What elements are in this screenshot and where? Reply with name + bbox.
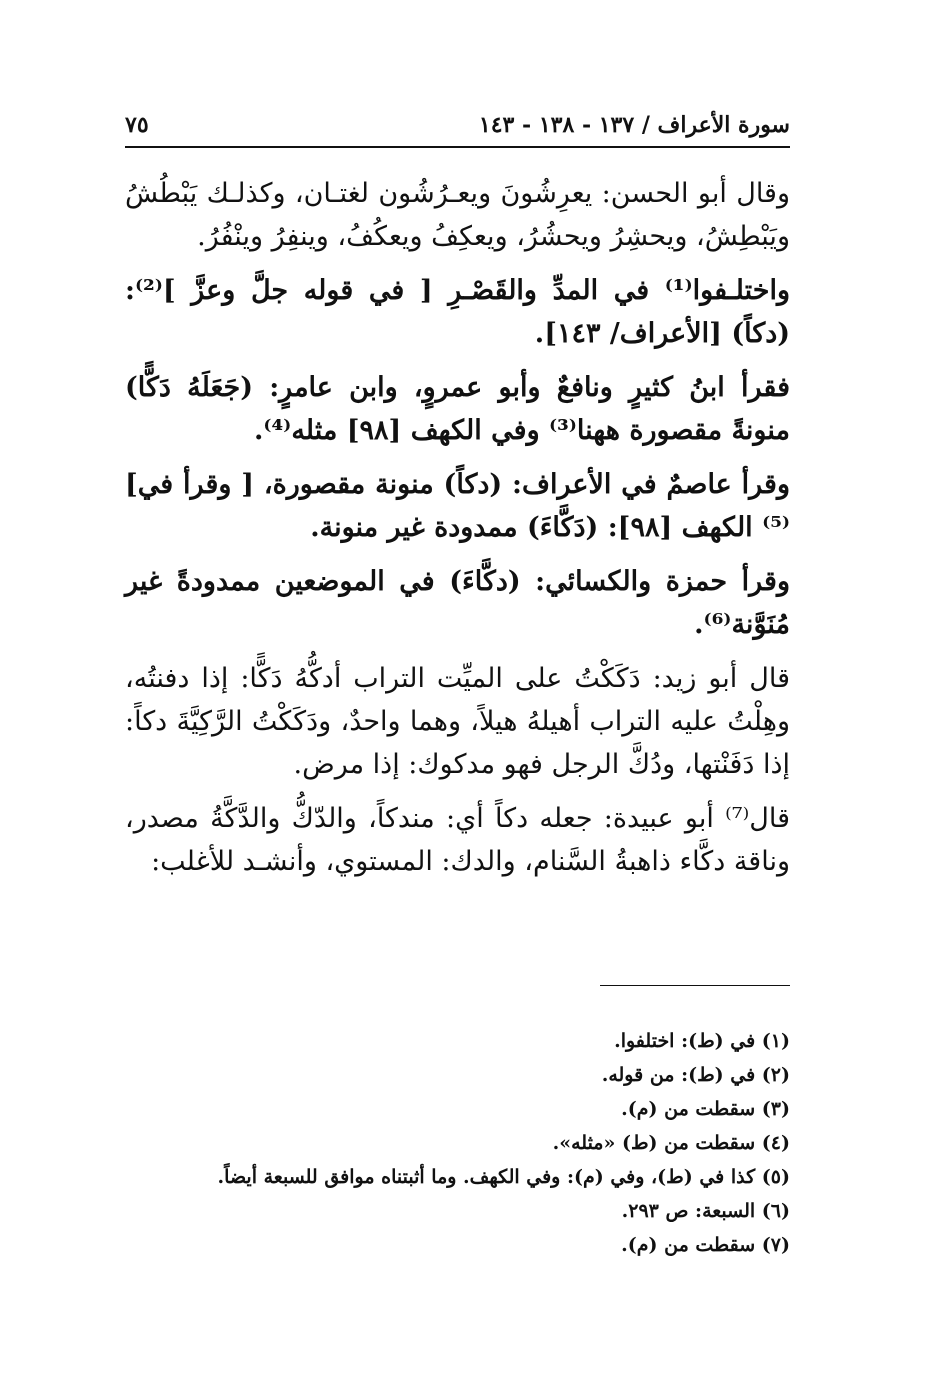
paragraph-abu-zayd: قال أبو زيد: دَكَكْتُ على الميِّت التراب أدكُّهُ دَكًّا: إذا دفنتُه، وهِلْتُ عليه التراب أهيلهُ هيلاً، وهما واحدٌ، ودَكَكْتُ الرَّكِيَّةَ دكاً: إذا دَفَنْتها، ودُكَّ الرجل فهو مدكوك: إذا مرض. — [125, 663, 790, 780]
paragraph-abu-al-hasan: وقال أبو الحسن: يعرِشُونَ ويعـرُشُون لغتـان، وكذلـك يَبْطُشُ ويَبْطِشُ، ويحشِرُ ويحشُرُ، ويعكِفُ ويعكُفُ، وينفِرُ وينْفُرُ. — [125, 178, 790, 252]
main-text — [125, 172, 790, 894]
footnote-item: (٧) سقطت من (م). — [621, 1234, 790, 1256]
paragraph-reading-asim: وقرأ عاصمٌ في الأعراف: (دكاً) منونة مقصورة، [ وقرأ في]⁽⁵⁾ الكهف [٩٨]: (دَكَّاءَ) ممدودة غير منونة. — [125, 469, 790, 543]
footnote-item: (٥) كذا في (ط)، وفي (م): وفي الكهف. وما أثبتناه موافق للسبعة أيضاً. — [217, 1166, 790, 1188]
paragraph-abu-ubayda: قال⁽⁷⁾ أبو عبيدة: جعله دكاً أي: مندكاً، والدّكُّ والدَّكَّةُ مصدر، وناقة دكَّاء ذاهبةُ السَّنام، والدك: المستوي، وأنشـد للأغلب: — [125, 803, 790, 877]
footnote-item: (٦) السبعة: ص ٢٩٣. — [621, 1200, 790, 1222]
paragraph-reading-ibn-kathir: فقرأ ابنُ كثيرٍ ونافعٌ وأبو عمروٍ، وابن عامرٍ: (جَعَلَهُ دَكًّا) منونةً مقصورة ههنا⁽³⁾ وفي الكهف [٩٨] مثله⁽⁴⁾. — [125, 372, 790, 446]
paragraph-reading-hamza: وقرأ حمزة والكسائي: (دكَّاءَ) في الموضعين ممدودةً غير مُنَوَّنة⁽⁶⁾. — [125, 566, 790, 640]
page-number: ٧٥ — [125, 112, 149, 138]
paragraph-ikhtalafu: واختلـفوا⁽¹⁾ في المدِّ والقَصْـرِ [ في قوله جلَّ وعزَّ ]⁽²⁾: (دكاً) [الأعراف/ ١٤٣]. — [125, 275, 790, 349]
book-page — [125, 0, 790, 1380]
footnotes-list — [125, 1024, 790, 1262]
footnote-divider — [600, 985, 790, 986]
footnote-item: (٣) سقطت من (م). — [621, 1098, 790, 1120]
footnote-item: (١) في (ط): اختلفوا. — [614, 1030, 790, 1052]
footnote-item: (٢) في (ط): من قوله. — [601, 1064, 790, 1086]
page-header — [125, 106, 790, 148]
footnote-item: (٤) سقطت من (ط) «مثله». — [552, 1132, 790, 1154]
running-title: سورة الأعراف / ١٣٧ - ١٣٨ - ١٤٣ — [478, 112, 790, 138]
